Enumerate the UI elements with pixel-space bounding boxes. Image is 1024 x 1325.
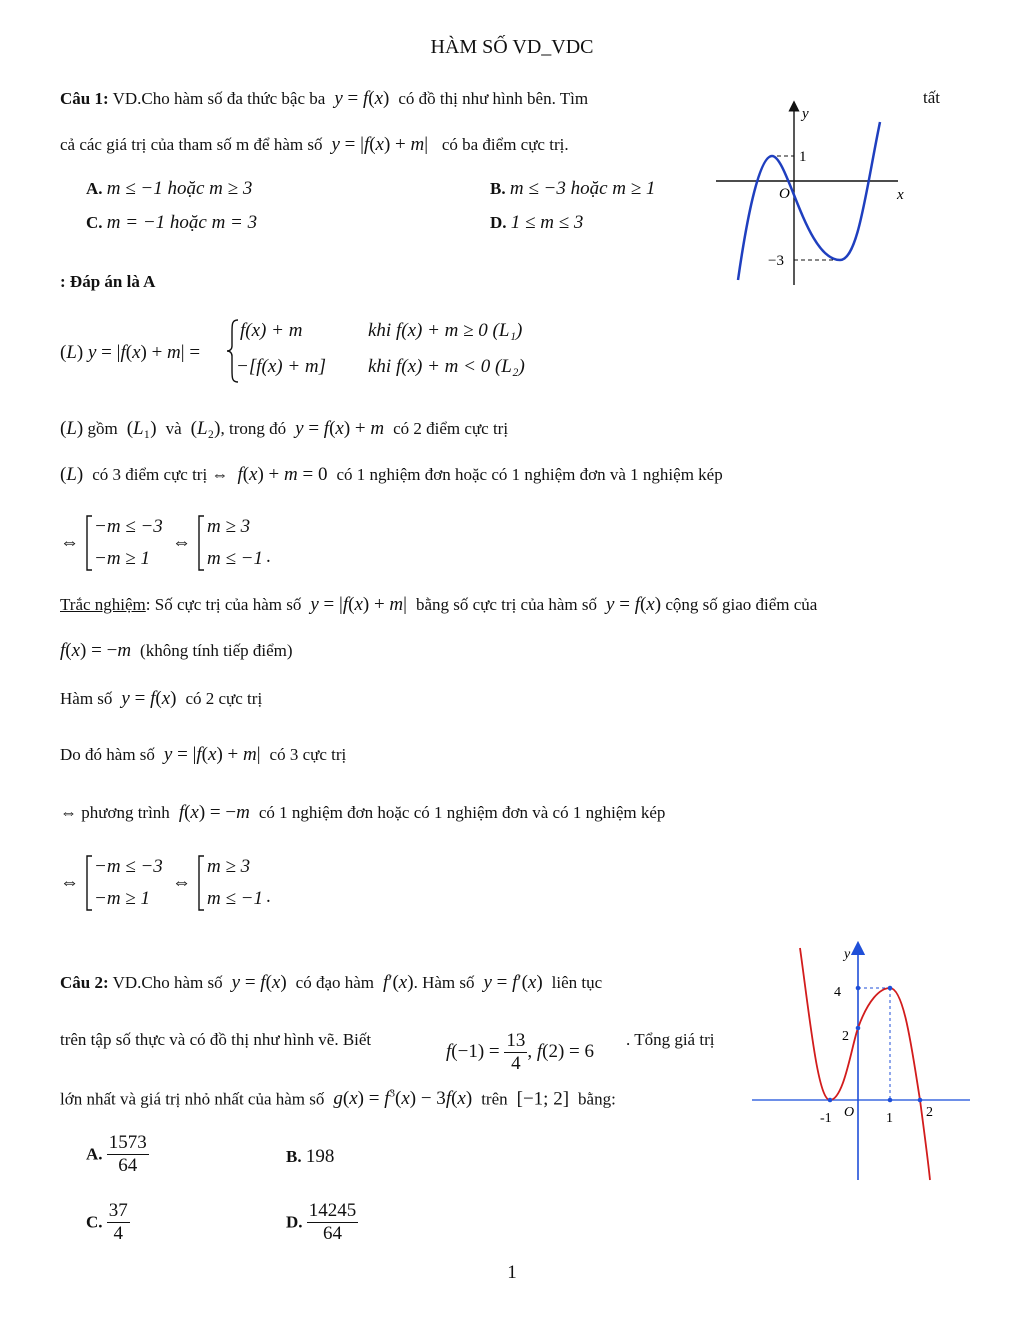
q1-stem-e: có ba điểm cực trị. — [441, 135, 569, 154]
q2-derivative-curve — [800, 948, 930, 1180]
q1-sys1-equiv1: ⇔ — [60, 532, 79, 553]
q1-line-a: Hàm số y = f(x) có 2 cực trị — [60, 688, 263, 709]
q1-tick-1: 1 — [799, 149, 807, 165]
q1-case2-cond: khi f(x) + m < 0 (L₂) — [368, 356, 525, 377]
q2-tick-1: 1 — [886, 1111, 893, 1126]
q1-piecewise-lhs: (L) y = |f(x) + m| = — [60, 342, 201, 363]
q1-line-b: Do đó hàm số y = |f(x) + m| có 3 cực trị — [60, 744, 347, 765]
page-title: HÀM SỐ VD_VDC — [430, 36, 594, 58]
q1-line-b2: có 3 cực trị — [269, 745, 347, 764]
q1-option-c-text: m = −1 hoặc m = 3 — [106, 212, 258, 233]
q1-sys1-row1: −m ≤ −3 — [94, 516, 163, 537]
q1-option-b-label: B. — [490, 179, 506, 198]
q1-option-a-label: A. — [86, 179, 103, 198]
q2-option-b[interactable] — [286, 1146, 334, 1168]
q2-tick-2: 2 — [842, 1029, 849, 1044]
q1-origin-label: O — [779, 186, 790, 202]
q2-point-max — [888, 986, 893, 991]
q2-option-b-label: B. — [286, 1147, 302, 1166]
q1-line-c: ⇔ phương trình f(x) = −m có 1 nghiệm đơn hoặc có 1 nghiệm đơn và có 1 nghiệm kép — [60, 802, 666, 823]
q1-sol-line3: (L) có 3 điểm cực trị ⇔ f(x) + m = 0 có 1 nghiệm đơn hoặc có 1 nghiệm đơn và 1 nghiệm kép — [60, 464, 723, 485]
q1-sys2-row3: m ≥ 3 — [207, 856, 251, 877]
q2-option-c-label: C. — [86, 1212, 103, 1232]
q1-trac-a: : Số cực trị của hàm số — [145, 595, 302, 614]
q1-sys2-equiv1: ⇔ — [60, 872, 79, 893]
q1-option-c-label: C. — [86, 213, 103, 232]
q1-sys1-bracket2 — [196, 514, 206, 572]
q1-sol-line2-b: và — [165, 419, 182, 438]
q1-sys2-period: . — [266, 886, 271, 907]
q2-option-c-num: 37 — [108, 1200, 128, 1221]
q2-option-a-label: A. — [86, 1144, 103, 1164]
q1-stem-c: tất — [923, 88, 940, 107]
q1-answer: : Đáp án là A — [60, 272, 156, 291]
q2-stem-f: . Tổng giá trị — [626, 1030, 715, 1049]
q1-trac-c: cộng số giao điểm của — [665, 595, 818, 614]
q1-option-b[interactable] — [490, 178, 655, 200]
q2-derivative-graph — [752, 940, 972, 1185]
q2-stem-h: trên — [481, 1089, 508, 1109]
q1-sol-line3-a: có 3 điểm cực trị ⇔ — [92, 465, 229, 484]
q1-cubic-graph — [716, 100, 916, 290]
q2-option-d-den: 64 — [323, 1223, 343, 1244]
q1-trac-line: Trắc nghiệm: Số cực trị của hàm số y = |f(x) + m| bằng số cực trị của hàm số y = f(x) cộng số giao điểm của — [60, 594, 818, 615]
q1-option-b-text: m ≤ −3 hoặc m ≥ 1 — [509, 178, 656, 199]
q1-trac-label: Trắc nghiệm — [60, 595, 146, 614]
q2-stem-b: có đạo hàm — [295, 973, 375, 992]
q1-case1: f(x) + m — [240, 320, 303, 341]
q1-cubic-curve — [738, 122, 880, 280]
q1-trac-line2: f(x) = −m (không tính tiếp điểm) — [60, 640, 293, 661]
q2-stem-i: bằng: — [578, 1089, 616, 1109]
q1-option-a-text: m ≤ −1 hoặc m ≥ 3 — [106, 178, 253, 199]
q2-option-a-den: 64 — [118, 1155, 138, 1176]
q1-option-a[interactable] — [86, 178, 252, 200]
q2-option-d[interactable] — [286, 1200, 358, 1245]
q2-point-y2 — [856, 1026, 861, 1031]
q1-y-label: y — [802, 106, 809, 122]
q1-sys1-row3: m ≥ 3 — [207, 516, 251, 537]
q2-point-x2 — [918, 1098, 923, 1103]
q2-stem-line2 — [60, 1030, 371, 1050]
q1-option-c[interactable] — [86, 212, 257, 234]
q1-trac-b: bằng số cực trị của hàm số — [415, 595, 598, 614]
q1-sol-line3-b: có 1 nghiệm đơn hoặc có 1 nghiệm đơn và 1 nghiệm kép — [336, 465, 723, 484]
q1-line-c-text: ⇔ phương trình — [60, 803, 170, 822]
q2-option-a-num: 1573 — [108, 1132, 147, 1153]
q1-stem-d: cả các giá trị của tham số m để hàm số — [60, 135, 323, 154]
q2-point-y4 — [856, 986, 861, 991]
q1-sys2-row2: −m ≥ 1 — [94, 888, 150, 909]
q1-sys1-row4: m ≤ −1 — [207, 548, 263, 569]
q1-sys2-row4: m ≤ −1 — [207, 888, 263, 909]
q1-label: Câu 1: — [60, 89, 109, 108]
q1-tick-minus3: −3 — [768, 253, 784, 269]
page-number: 1 — [507, 1262, 517, 1283]
q1-option-d-label: D. — [490, 213, 507, 232]
q1-sys2-bracket1 — [84, 854, 94, 912]
q2-stem-line3: lớn nhất và giá trị nhỏ nhất của hàm số $g(x) = f^3(x) - 3f(x)$ trên [−1; 2] bằng: — [60, 1088, 616, 1110]
q1-case1-cond: khi f(x) + m ≥ 0 (L₁) — [368, 320, 523, 341]
q1-case2: −[f(x) + m] — [236, 356, 327, 377]
q2-origin-label: O — [844, 1105, 855, 1120]
q1-sys1-period: . — [266, 546, 271, 567]
q2-tick-x2: 2 — [926, 1105, 933, 1120]
q1-line-a-text: Hàm số — [60, 689, 113, 708]
q1-trac-d: (không tính tiếp điểm) — [140, 641, 293, 660]
q2-option-d-num: 14245 — [308, 1200, 357, 1221]
q1-sys1-bracket1 — [84, 514, 94, 572]
q2-label: Câu 2: — [60, 973, 109, 992]
q2-point-x1 — [888, 1098, 893, 1103]
q1-sys1-equiv2: ⇔ — [172, 532, 191, 553]
q1-x-label: x — [897, 187, 904, 203]
q2-stem-g: lớn nhất và giá trị nhỏ nhất của hàm số — [60, 1089, 325, 1109]
q1-sys2-bracket2 — [196, 854, 206, 912]
q1-stem-line2: cả các giá trị của tham số m để hàm số y = |f(x) + m| có ba điểm cực trị. — [60, 134, 569, 155]
q2-stem-e: trên tập số thực và có đồ thị như hình vẽ. Biết — [60, 1030, 372, 1049]
q1-line-a2: có 2 cực trị — [185, 689, 263, 708]
q1-option-d-text: 1 ≤ m ≤ 3 — [510, 212, 584, 233]
q1-sol-line2-a: gồm — [87, 419, 118, 438]
q1-sol-line2: (L) gồm (L₁) và (L₂), trong đó y = f(x) + m có 2 điểm cực trị — [60, 418, 509, 439]
q2-option-c[interactable] — [86, 1200, 130, 1245]
q2-option-d-label: D. — [286, 1212, 303, 1232]
q1-stem-b: có đồ thị như hình bên. Tìm — [398, 89, 589, 108]
q1-line-c2: có 1 nghiệm đơn hoặc có 1 nghiệm đơn và có 1 nghiệm kép — [258, 803, 666, 822]
q1-sol-line2-d: có 2 điểm cực trị — [393, 419, 509, 438]
q1-sys1-row2: −m ≥ 1 — [94, 548, 150, 569]
q2-tick-4: 4 — [834, 985, 841, 1000]
q2-option-a[interactable] — [86, 1132, 149, 1177]
q2-stem-c: . Hàm số — [413, 973, 475, 992]
q1-stem-line1: Câu 1: VD.Cho hàm số đa thức bậc ba y = f(x) có đồ thị như hình bên. Tìm — [60, 88, 589, 109]
q2-stem-a: VD.Cho hàm số — [112, 973, 223, 992]
q2-stem-d: liên tục — [551, 973, 603, 992]
q2-stem-line1: Câu 2: VD.Cho hàm số y = f(x) có đạo hàm f′(x). Hàm số y = f′(x) liên tục — [60, 972, 603, 993]
q1-sys2-equiv2: ⇔ — [172, 872, 191, 893]
q2-option-b-text: 198 — [305, 1146, 335, 1167]
q2-y-label: y — [844, 947, 851, 962]
q2-given-values: f(−1) = $\frac{13}{4}$ , f(2) = 6 — [446, 1030, 595, 1074]
q2-option-c-den: 4 — [113, 1223, 124, 1244]
q1-sys2-row1: −m ≤ −3 — [94, 856, 163, 877]
q1-stem-a: VD.Cho hàm số đa thức bậc ba — [112, 89, 326, 108]
q2-point-minus1 — [828, 1098, 833, 1103]
q1-line-b-text: Do đó hàm số — [60, 745, 155, 764]
q2-tick-minus1: -1 — [820, 1111, 832, 1126]
q1-sol-line2-c: , trong đó — [220, 419, 287, 438]
q1-option-d[interactable] — [490, 212, 583, 234]
